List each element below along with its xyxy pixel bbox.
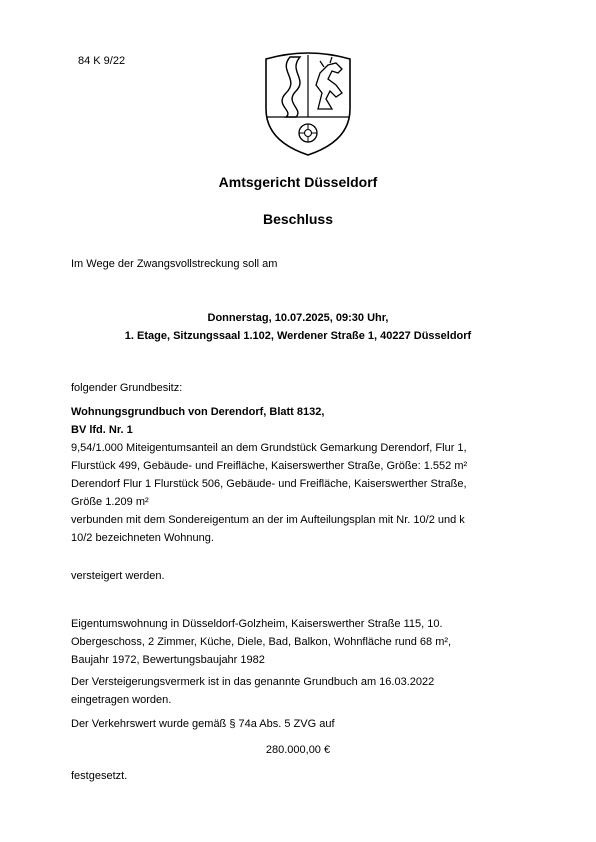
intro-text: Im Wege der Zwangsvollstreckung soll am xyxy=(71,258,278,270)
auction-location: 1. Etage, Sitzungssaal 1.102, Werdener Straße 1, 40227 Düsseldorf xyxy=(124,330,472,342)
description-line: verbunden mit dem Sondereigentum an der im Aufteilungsplan mit Nr. 10/2 und k xyxy=(71,514,465,526)
value-intro: Der Verkehrswert wurde gemäß § 74a Abs. 5 ZVG auf xyxy=(71,718,335,730)
auction-date: Donnerstag, 10.07.2025, 09:30 Uhr, xyxy=(207,312,389,324)
apartment-line: Obergeschoss, 2 Zimmer, Küche, Diele, Bad, Balkon, Wohnfläche rund 68 m², xyxy=(71,636,452,648)
case-number: 84 K 9/22 xyxy=(78,55,126,67)
coat-of-arms-emblem xyxy=(260,49,356,158)
auction-statement: versteigert werden. xyxy=(71,570,165,582)
apartment-line: Baujahr 1972, Bewertungsbaujahr 1982 xyxy=(71,654,265,666)
note-line: Der Versteigerungsvermerk ist in das genannte Grundbuch am 16.03.2022 xyxy=(71,676,435,688)
apartment-line: Eigentumswohnung in Düsseldorf-Golzheim, Kaiserswerther Straße 115, 10. xyxy=(71,618,443,630)
market-value: 280.000,00 € xyxy=(265,744,331,756)
court-name: Amtsgericht Düsseldorf xyxy=(218,174,378,190)
description-line: Derendorf Flur 1 Flurstück 506, Gebäude- und Freifläche, Kaiserswerther Straße, xyxy=(71,478,467,490)
description-line: Größe 1.209 m² xyxy=(71,496,149,508)
description-line: 10/2 bezeichneten Wohnung. xyxy=(71,532,214,544)
description-line: Flurstück 499, Gebäude- und Freifläche, Kaiserswerther Straße, Größe: 1.552 m² xyxy=(71,460,468,472)
property-intro: folgender Grundbesitz: xyxy=(71,382,183,394)
note-line: eingetragen worden. xyxy=(71,694,172,706)
land-register: Wohnungsgrundbuch von Derendorf, Blatt 8132, xyxy=(71,406,325,418)
register-note xyxy=(71,673,434,709)
closing-text: festgesetzt. xyxy=(71,770,128,782)
description-line: 9,54/1.000 Miteigentumsanteil an dem Grundstück Gemarkung Derendorf, Flur 1, xyxy=(71,442,467,454)
document-title: Beschluss xyxy=(262,211,334,227)
property-description xyxy=(71,439,467,547)
apartment-description xyxy=(71,615,451,669)
bv-number: BV lfd. Nr. 1 xyxy=(71,424,133,436)
